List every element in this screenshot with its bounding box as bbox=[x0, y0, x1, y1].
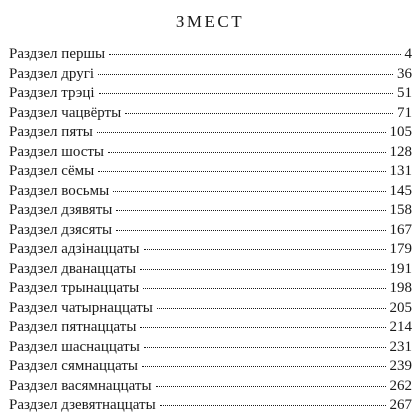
toc-entry-label: Раздзел трынаццаты bbox=[9, 280, 140, 296]
toc-entry-page-number: 51 bbox=[397, 85, 412, 101]
toc-entry[interactable] bbox=[9, 45, 412, 65]
dot-leader bbox=[113, 191, 385, 192]
toc-entry-label: Раздзел пяты bbox=[9, 124, 93, 140]
toc-entry-page-number: 179 bbox=[389, 241, 412, 257]
toc-entry-page-number: 71 bbox=[397, 104, 412, 121]
dot-leader bbox=[156, 386, 386, 387]
toc-entry-page-number: 231 bbox=[389, 338, 412, 355]
toc-entry[interactable] bbox=[9, 123, 412, 143]
toc-entry[interactable] bbox=[9, 201, 412, 221]
toc-entry[interactable] bbox=[9, 182, 412, 202]
dot-leader bbox=[125, 113, 393, 114]
toc-entry[interactable] bbox=[9, 84, 412, 104]
toc-entry-label: Раздзел дзясяты bbox=[9, 221, 113, 238]
toc-entry[interactable] bbox=[9, 338, 412, 358]
toc-entry[interactable] bbox=[9, 279, 412, 299]
toc-entry-label: Раздзел дванаццаты bbox=[9, 260, 137, 277]
toc-entry-label: Раздзел сямнаццаты bbox=[9, 358, 138, 374]
toc-entry-label: Раздзел сёмы bbox=[9, 163, 95, 179]
toc-entry[interactable] bbox=[9, 143, 412, 163]
toc-entry-page-number: 128 bbox=[389, 143, 412, 160]
dot-leader bbox=[116, 210, 385, 211]
dot-leader bbox=[108, 152, 385, 153]
toc-entry-page-number: 191 bbox=[389, 260, 412, 277]
toc-entry[interactable] bbox=[9, 240, 412, 260]
toc-entry[interactable] bbox=[9, 104, 412, 124]
toc-entry-page-number: 205 bbox=[389, 299, 412, 316]
toc-entry[interactable] bbox=[9, 65, 412, 85]
toc-entry-page-number: 105 bbox=[389, 124, 412, 140]
toc-entry-page-number: 158 bbox=[389, 202, 412, 218]
toc-entry-label: Раздзел шосты bbox=[9, 143, 105, 160]
toc-entry[interactable] bbox=[9, 260, 412, 280]
toc-entry-label: Раздзел васямнаццаты bbox=[9, 377, 152, 394]
dot-leader bbox=[140, 269, 385, 270]
dot-leader bbox=[97, 132, 386, 133]
toc-entry-page-number: 145 bbox=[389, 182, 412, 199]
toc-entry-label: Раздзел першы bbox=[9, 46, 106, 62]
toc-entry-label: Раздзел дзевятнаццаты bbox=[9, 397, 156, 413]
toc-entry-page-number: 167 bbox=[389, 221, 412, 238]
dot-leader bbox=[98, 171, 385, 172]
dot-leader bbox=[157, 308, 386, 309]
toc-entry[interactable] bbox=[9, 162, 412, 182]
toc-entry-page-number: 36 bbox=[397, 65, 412, 82]
dot-leader bbox=[109, 54, 400, 55]
toc-entry-page-number: 4 bbox=[404, 46, 412, 62]
dot-leader bbox=[144, 347, 386, 348]
dot-leader bbox=[143, 288, 385, 289]
dot-leader bbox=[98, 74, 393, 75]
dot-leader bbox=[116, 230, 385, 231]
toc-entry-page-number: 198 bbox=[389, 280, 412, 296]
toc-entry[interactable] bbox=[9, 299, 412, 319]
dot-leader bbox=[144, 249, 386, 250]
toc-entry-label: Раздзел восьмы bbox=[9, 182, 110, 199]
toc-entry-label: Раздзел дзявяты bbox=[9, 202, 113, 218]
toc-list bbox=[9, 45, 412, 416]
toc-entry-page-number: 262 bbox=[389, 377, 412, 394]
toc-title: ЗМЕСТ bbox=[175, 12, 245, 31]
toc-entry-page-number: 131 bbox=[389, 163, 412, 179]
toc-entry[interactable] bbox=[9, 221, 412, 241]
toc-entry[interactable] bbox=[9, 318, 412, 338]
toc-entry[interactable] bbox=[9, 396, 412, 416]
toc-entry-label: Раздзел трэці bbox=[9, 85, 95, 101]
toc-entry-label: Раздзел адзінаццаты bbox=[9, 241, 140, 257]
toc-entry-page-number: 214 bbox=[389, 319, 412, 335]
toc-entry[interactable] bbox=[9, 357, 412, 377]
toc-entry-label: Раздзел шаснаццаты bbox=[9, 338, 140, 355]
dot-leader bbox=[142, 366, 386, 367]
toc-entry[interactable] bbox=[9, 377, 412, 397]
dot-leader bbox=[160, 405, 386, 406]
dot-leader bbox=[99, 93, 393, 94]
toc-entry-label: Раздзел другі bbox=[9, 65, 95, 82]
toc-entry-page-number: 267 bbox=[389, 397, 412, 413]
toc-entry-label: Раздзел чацвёрты bbox=[9, 104, 122, 121]
toc-entry-label: Раздзел чатырнаццаты bbox=[9, 299, 153, 316]
toc-entry-label: Раздзел пятнаццаты bbox=[9, 319, 137, 335]
toc-entry-page-number: 239 bbox=[389, 358, 412, 374]
dot-leader bbox=[140, 327, 385, 328]
